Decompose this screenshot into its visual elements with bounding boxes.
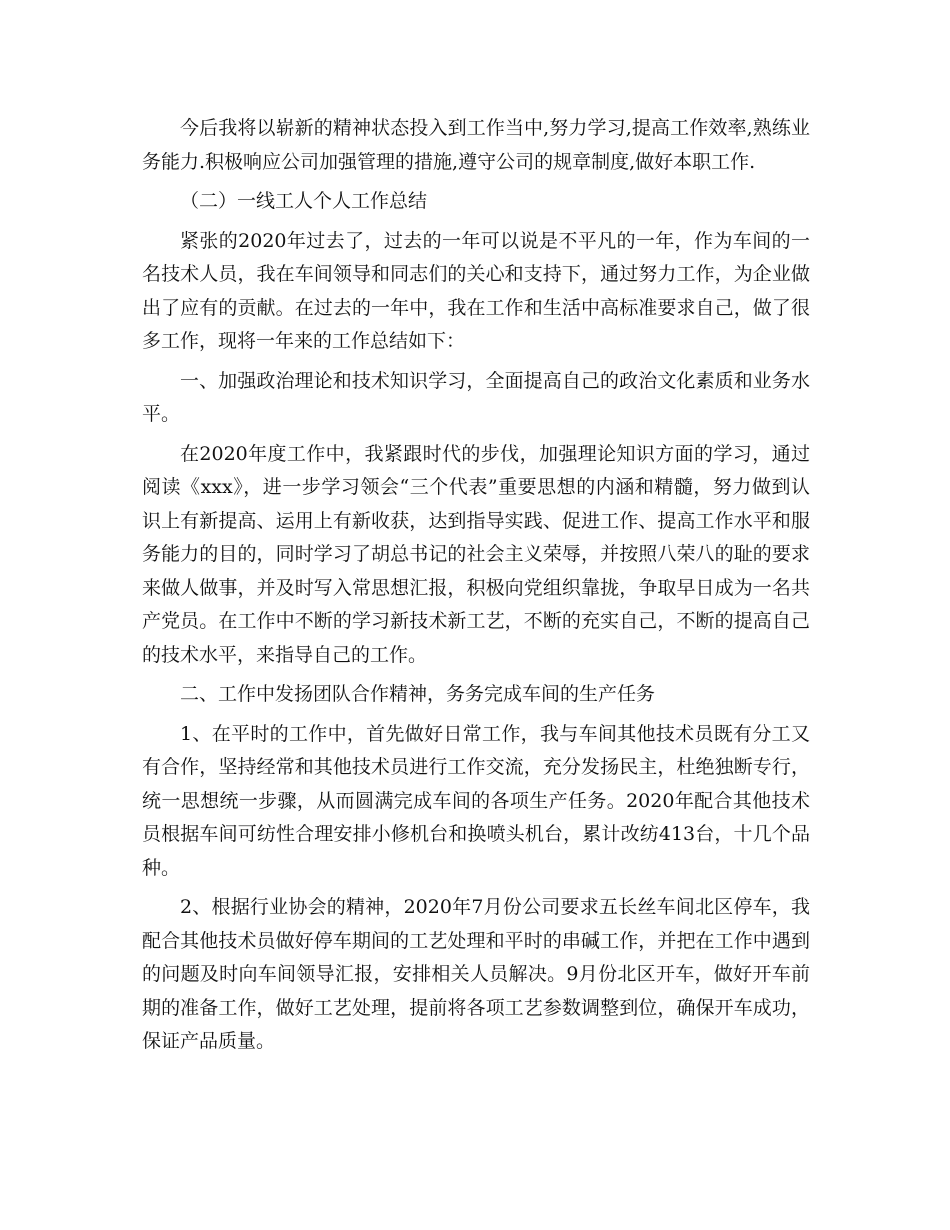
- section-heading-teamwork: 二、工作中发扬团队合作精神，务务完成车间的生产任务: [180, 683, 656, 705]
- paragraph-teamwork-item-1: 1、在平时的工作中，首先做好日常工作，我与车间其他技术员既有分工又有合作，坚持经常和其他技术员进行工作交流，充分发扬民主，杜绝独断专行，统一思想统一步骤，从而圆满完成车间的各项生产任务。2020年配合其他技术员根据车间可纺性合理安排小修机台和换喷头机台，累计改纺413台，十几个品种。: [142, 722, 810, 879]
- document-body: [142, 112, 810, 1065]
- paragraph-study-details: 在2020年度工作中，我紧跟时代的步伐，加强理论知识方面的学习，通过阅读《xxx》，进一步学习领会“三个代表”重要思想的内涵和精髓，努力做到认识上有新提高、运用上有新收获，达到指导实践、促进工作、提高工作水平和服务能力的目的，同时学习了胡总书记的社会主义荣辱，并按照八荣八的耻的要求来做人做事，并及时写入常思想汇报，积极向党组织靠拢，争取早日成为一名共产党员。在工作中不断的学习新技术新工艺，不断的充实自己，不断的提高自己的技术水平，来指导自己的工作。: [142, 442, 810, 666]
- section-heading-worker-summary: （二）一线工人个人工作总结: [180, 190, 428, 212]
- paragraph-intro: 紧张的2020年过去了，过去的一年可以说是不平凡的一年，作为车间的一名技术人员，我在车间领导和同志们的关心和支持下，通过努力工作，为企业做出了应有的贡献。在过去的一年中，我在工作和生活中高标准要求自己，做了很多工作，现将一年来的工作总结如下：: [142, 229, 810, 352]
- paragraph-teamwork-item-2: 2、根据行业协会的精神，2020年7月份公司要求五长丝车间北区停车，我配合其他技术员做好停车期间的工艺处理和平时的串碱工作，并把在工作中遇到的问题及时向车间领导汇报，安排相关人员解决。9月份北区开车，做好开车前期的准备工作，做好工艺处理，提前将各项工艺参数调整到位，确保开车成功，保证产品质量。: [142, 896, 810, 1052]
- paragraph-closing-commitment: 今后我将以崭新的精神状态投入到工作当中,努力学习,提高工作效率,熟练业务能力.积极响应公司加强管理的措施,遵守公司的规章制度,做好本职工作.: [142, 117, 810, 173]
- section-heading-study: 一、加强政治理论和技术知识学习，全面提高自己的政治文化素质和业务水平。: [142, 369, 810, 425]
